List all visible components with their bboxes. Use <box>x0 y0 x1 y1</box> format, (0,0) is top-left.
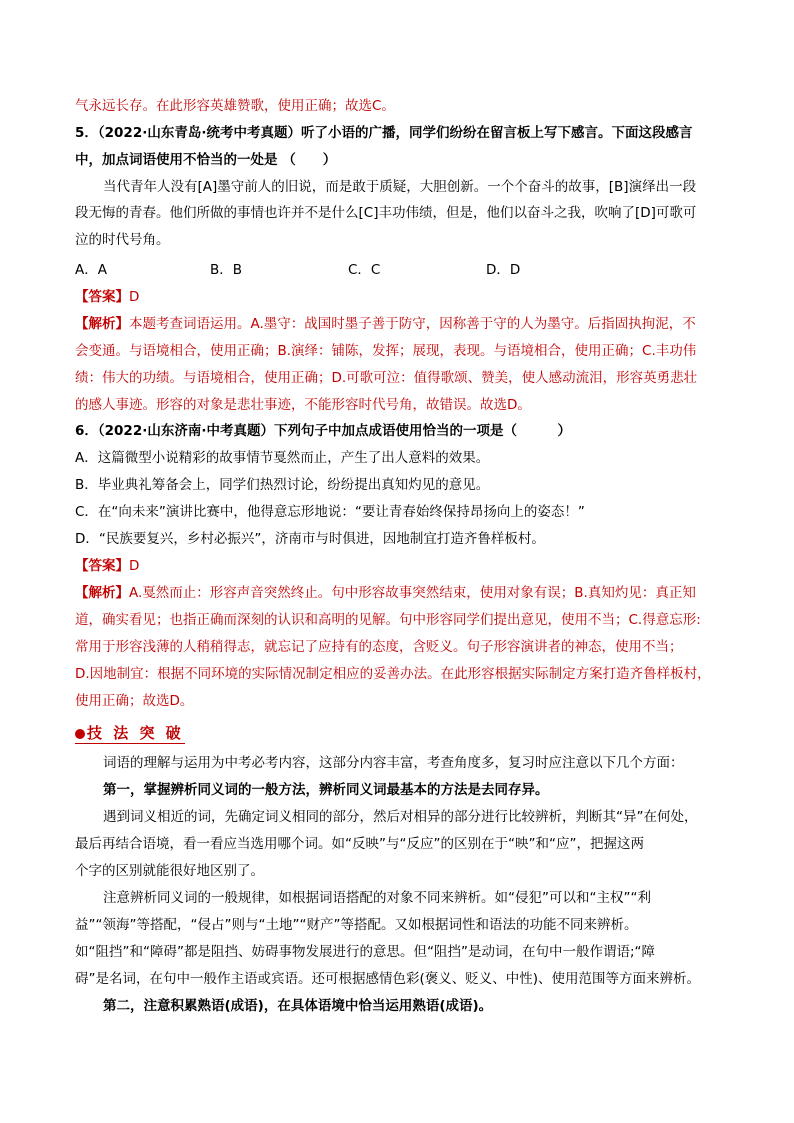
q6-option-a: A．这篇微型小说精彩的故事情节戛然而止，产生了出人意料的效果。 <box>75 450 490 466</box>
q5-option-d: D．D <box>486 262 521 278</box>
q5-analysis-line4: 的感人事迹。形容的对象是悲壮事迹，不能形容时代号角，故错误。故选D。 <box>75 397 531 413</box>
section-point-1: 第一，掌握辨析同义词的一般方法，辨析同义词最基本的方法是去同存异。 <box>103 782 549 798</box>
q6-answer-label: 【答案】 <box>75 558 129 574</box>
q5-answer <box>75 287 139 307</box>
bullet-dot-icon <box>75 729 85 739</box>
q5-stem-line1: 5．（2022·山东青岛·统考中考真题）听了小语的广播，同学们纷纷在留言板上写下感言。下面这段感言 <box>75 125 693 141</box>
section-paragraph-4-line1: 注意辨析同义词的一般规律，如根据词语搭配的对象不同来辨析。如“侵犯”可以和“主权”“利 <box>103 890 651 906</box>
q6-option-d: D．“民族要复兴，乡村必振兴”，济南市与时俱进，因地制宜打造齐鲁样板村。 <box>75 531 545 547</box>
section-point-2: 第二，注意积累熟语(成语)，在具体语境中恰当运用熟语(成语)。 <box>103 998 493 1014</box>
section-title: 技 法 突 破 <box>87 724 184 742</box>
q5-passage-line1: 当代青年人没有[A]墨守前人的旧说，而是敢于质疑，大胆创新。一个个奋斗的故事，[B]演绎出一段 <box>103 179 697 195</box>
section-paragraph-4-line2: 益”“领海”等搭配，“侵占”则与“土地”“财产”等搭配。又如根据词性和语法的功能不同来辨析。 <box>75 917 638 933</box>
q6-answer-value: D <box>129 558 140 574</box>
q5-analysis-text1: 本题考查词语运用。A.墨守：战国时墨子善于防守，因称善于守的人为墨守。后指固执拘泥，不 <box>129 316 696 332</box>
q5-answer-label: 【答案】 <box>75 289 129 305</box>
q6-analysis-text1: A.戛然而止：形容声音突然终止。句中形容故事突然结束，使用对象有误；B.真知灼见：真正知 <box>129 585 696 601</box>
q5-passage-line2: 段无悔的青春。他们所做的事情也许并不是什么[C]丰功伟绩，但是，他们以奋斗之我，吹响了[D]可歌可 <box>75 205 697 221</box>
q6-analysis-line5: 使用正确；故选D。 <box>75 693 194 709</box>
q5-option-c: C．C <box>348 262 381 278</box>
section-paragraph-4-line3: 如“阻挡”和“障碍”都是阻挡、妨碍事物发展进行的意思。但“阻挡”是动词，在句中一般作谓语;“障 <box>75 944 656 960</box>
q5-analysis-line3: 绩：伟大的功绩。与语境相合，使用正确；D.可歌可泣：值得歌颂、赞美，使人感动流泪，形容英勇悲壮 <box>75 370 698 386</box>
q5-stem-line2: 中，加点词语使用不恰当的一处是 （ ） <box>75 152 337 168</box>
q5-analysis-label: 【解析】 <box>75 316 129 332</box>
q5-analysis-line1 <box>75 314 696 334</box>
q6-answer <box>75 556 139 576</box>
q5-passage-line3: 泣的时代号角。 <box>75 232 170 248</box>
section-paragraph-4-line4: 碍”是名词，在句中一般作主语或宾语。还可根据感情色彩(褒义、贬义、中性)、使用范围等方面来辨析。 <box>75 971 701 987</box>
section-paragraph-3-line2: 最后再结合语境，看一看应当选用哪个词。如“反映”与“反应”的区别在于“映”和“应”，把握这两 <box>75 836 644 852</box>
q6-analysis-line3: 常用于形容浅薄的人稍稍得志，就忘记了应持有的态度，含贬义。句子形容演讲者的神态，使用不当； <box>75 639 683 655</box>
q6-analysis-line2: 道，确实看见；也指正确而深刻的认识和高明的见解。句中形容同学们提出意见，使用不当；C.得意忘形: <box>75 612 701 628</box>
q5-answer-value: D <box>129 289 140 305</box>
section-paragraph-1: 词语的理解与运用为中考必考内容，这部分内容丰富，考查角度多，复习时应注意以下几个方面： <box>103 755 684 771</box>
q6-stem: 6．（2022·山东济南·中考真题）下列句子中加点成语使用恰当的一项是（ ） <box>75 423 571 439</box>
carry-over-line: 气永远长存。在此形容英雄赞歌，使用正确；故选C。 <box>75 98 395 114</box>
q6-option-c: C．在“向未来”演讲比赛中，他得意忘形地说：“要让青春始终保持昂扬向上的姿态！” <box>75 504 585 520</box>
section-underline <box>75 743 185 744</box>
section-paragraph-3-line3: 个字的区别就能很好地区别了。 <box>75 863 264 879</box>
q5-option-b: B．B <box>210 262 243 278</box>
section-paragraph-3-line1: 遇到词义相近的词，先确定词义相同的部分，然后对相异的部分进行比较辨析，判断其“异”在何处， <box>103 809 698 825</box>
q5-analysis-line2: 会变通。与语境相合，使用正确；B.演绎：铺陈，发挥；展现，表现。与语境相合，使用正确；C.丰功伟 <box>75 343 697 359</box>
section-heading <box>75 723 184 743</box>
q5-option-a: A．A <box>75 262 107 278</box>
q6-analysis-line4: D.因地制宜：根据不同环境的实际情况制定相应的妥善办法。在此形容根据实际制定方案打造齐鲁样板村， <box>75 666 711 682</box>
q6-analysis-label: 【解析】 <box>75 585 129 601</box>
q6-analysis-line1 <box>75 583 696 603</box>
q6-option-b: B．毕业典礼筹备会上，同学们热烈讨论，纷纷提出真知灼见的意见。 <box>75 477 490 493</box>
